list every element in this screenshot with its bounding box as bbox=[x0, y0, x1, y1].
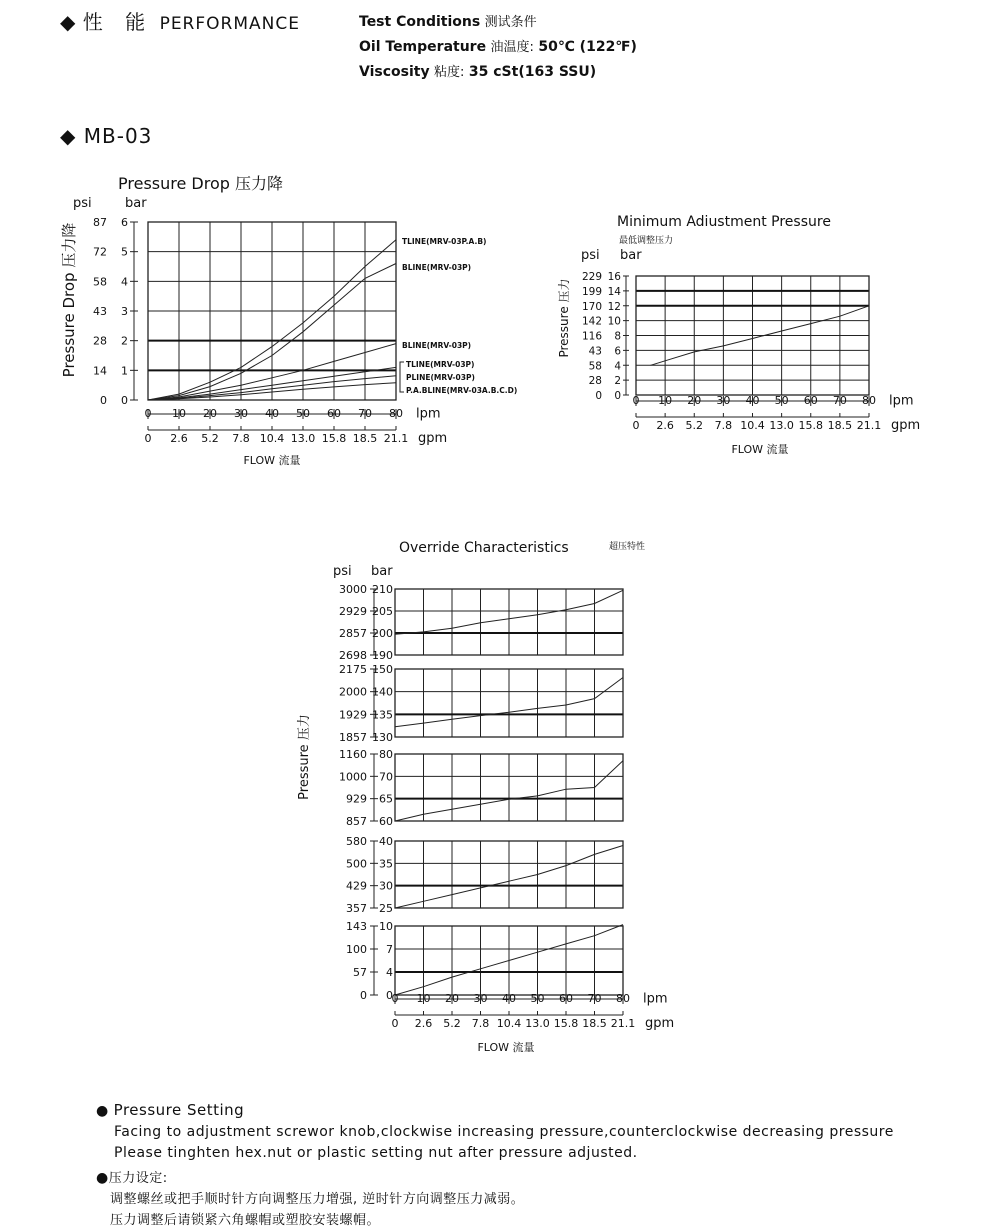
pressure-drop-y-tick-label: 6 bbox=[121, 216, 128, 229]
override-x-tick-label: 70 bbox=[587, 992, 602, 1005]
pressure-drop-grid bbox=[148, 222, 396, 400]
pressure-drop-x2-unit: gpm bbox=[418, 431, 448, 446]
override-y-tick-label: 30 bbox=[379, 879, 393, 893]
min-adjust-x2-unit: gpm bbox=[891, 418, 921, 433]
pressure-drop-y-tick-label: 5 bbox=[121, 245, 128, 259]
min-adjust-y-unit2: psi bbox=[581, 248, 600, 263]
pressure-drop-y2-tick-label: 14 bbox=[93, 364, 107, 378]
min-adjust-x2-tick-label: 21.1 bbox=[856, 419, 882, 432]
override-y2-tick-label: 580 bbox=[346, 835, 367, 848]
min-adjust-y2-tick-label: 58 bbox=[588, 360, 602, 373]
override-y-tick-label: 35 bbox=[379, 857, 393, 871]
override-y-unit2: psi bbox=[333, 564, 352, 579]
override-y2-tick-label: 57 bbox=[353, 966, 367, 979]
min-adjust-x2-tick-label: 0 bbox=[632, 419, 640, 432]
pressure-drop-y2-tick-label: 28 bbox=[93, 334, 107, 348]
min-adjust-x-unit: lpm bbox=[889, 393, 914, 409]
pressure-drop-x2-tick-label: 13.0 bbox=[290, 432, 316, 445]
min-adjust-title: Minimum Adiustment Pressure bbox=[617, 214, 831, 230]
setting-line1-en: Facing to adjustment screwor knob,clockwise increasing pressure,counterclockwise decreasing pressure bbox=[114, 1124, 894, 1140]
min-adjust-pressure-chart bbox=[556, 214, 920, 456]
min-adjust-x2-tick-label: 2.6 bbox=[656, 419, 674, 432]
pressure-drop-x-tick-label: 30 bbox=[234, 407, 248, 420]
min-adjust-y2-tick-label: 199 bbox=[581, 285, 602, 298]
override-y-tick-label: 65 bbox=[379, 792, 393, 806]
override-x-tick-label: 40 bbox=[502, 992, 516, 1005]
min-adjust-y2-tick-label: 43 bbox=[588, 345, 602, 358]
min-adjust-x-tick-label: 70 bbox=[832, 394, 847, 407]
override-y-tick-label: 60 bbox=[379, 815, 393, 828]
override-x2-tick-label: 5.2 bbox=[443, 1017, 461, 1030]
override-y2-tick-label: 143 bbox=[346, 920, 367, 933]
pressure-drop-x2-tick-label: 0 bbox=[144, 432, 152, 445]
pressure-drop-series-label: BLINE(MRV-03P) bbox=[402, 341, 472, 350]
pressure-drop-legend-bracket bbox=[400, 362, 404, 392]
override-x-tick-label: 30 bbox=[473, 992, 488, 1005]
override-x-tick-label: 80 bbox=[616, 992, 630, 1005]
override-x-tick-label: 20 bbox=[445, 992, 459, 1005]
override-characteristics-chart bbox=[296, 540, 674, 1054]
section-title-cn: 性 能 bbox=[82, 10, 154, 34]
pressure-drop-y-tick-label: 1 bbox=[121, 364, 128, 378]
section-title-en: PERFORMANCE bbox=[159, 14, 300, 34]
override-x2-tick-label: 7.8 bbox=[471, 1017, 490, 1030]
pressure-drop-y-unit2: psi bbox=[73, 196, 92, 211]
override-y2-tick-label: 1929 bbox=[339, 708, 367, 722]
min-adjust-y2-tick-label: 229 bbox=[581, 271, 602, 283]
override-y-tick-label: 205 bbox=[372, 605, 393, 618]
pressure-drop-x-tick-label: 40 bbox=[265, 407, 279, 420]
min-adjust-x2-tick-label: 15.8 bbox=[798, 419, 823, 432]
pressure-drop-series-label: PLINE(MRV-03P) bbox=[406, 373, 475, 382]
override-y-tick-label: 80 bbox=[379, 748, 393, 761]
override-y2-tick-label: 2175 bbox=[339, 663, 367, 676]
test-conditions-label-cn: 测试条件 bbox=[484, 15, 537, 30]
override-x-tick-label: 50 bbox=[530, 992, 545, 1005]
setting-title-cn: 压力设定: bbox=[108, 1171, 168, 1186]
override-y2-tick-label: 3000 bbox=[339, 583, 367, 596]
override-y-tick-label: 4 bbox=[386, 966, 393, 979]
model-name: MB-03 bbox=[83, 124, 153, 148]
override-y2-tick-label: 0 bbox=[360, 989, 367, 1002]
override-y2-tick-label: 100 bbox=[346, 943, 367, 956]
pressure-drop-x-tick-label: 10 bbox=[172, 407, 186, 420]
min-adjust-y-label: Pressure 压力 bbox=[557, 278, 571, 358]
pressure-drop-y-tick-label: 2 bbox=[121, 334, 128, 348]
override-x2-tick-label: 21.1 bbox=[610, 1017, 636, 1030]
setting-line2-en: Please tinghten hex.nut or plastic setting nut after pressure adjusted. bbox=[114, 1145, 638, 1161]
override-y-tick-label: 190 bbox=[372, 649, 393, 662]
override-x-tick-label: 10 bbox=[416, 992, 431, 1005]
setting-title-en: Pressure Setting bbox=[113, 1101, 245, 1119]
override-x2-tick-label: 13.0 bbox=[525, 1017, 550, 1030]
min-adjust-x2-tick-label: 13.0 bbox=[769, 419, 794, 432]
override-y2-tick-label: 2698 bbox=[339, 649, 367, 662]
override-y-tick-label: 70 bbox=[379, 770, 393, 784]
override-panel bbox=[339, 583, 623, 662]
min-adjust-y-tick-label: 6 bbox=[614, 345, 621, 358]
pressure-drop-x2-tick-label: 10.4 bbox=[259, 432, 285, 445]
min-adjust-y-tick-label: 8 bbox=[614, 330, 621, 343]
override-panel bbox=[339, 663, 623, 744]
override-x2-tick-label: 0 bbox=[391, 1017, 399, 1030]
override-x2-tick-label: 15.8 bbox=[553, 1017, 579, 1030]
bullet-icon: ● bbox=[96, 1103, 109, 1119]
override-y2-tick-label: 2000 bbox=[339, 685, 367, 699]
override-x-tick-label: 0 bbox=[391, 992, 399, 1005]
override-panel bbox=[346, 920, 623, 1002]
override-y-unit: bar bbox=[371, 564, 393, 579]
override-y2-tick-label: 429 bbox=[346, 879, 367, 893]
override-y2-tick-label: 857 bbox=[346, 815, 367, 828]
override-x2-tick-label: 2.6 bbox=[414, 1017, 433, 1030]
pressure-drop-x2-tick-label: 2.6 bbox=[170, 432, 188, 445]
min-adjust-x-tick-label: 60 bbox=[803, 394, 818, 407]
min-adjust-y-tick-label: 10 bbox=[607, 315, 621, 328]
pressure-drop-y-unit: bar bbox=[125, 196, 147, 211]
pressure-drop-y2-tick-label: 0 bbox=[100, 394, 107, 407]
override-title-cn: 超压特性 bbox=[609, 542, 646, 552]
override-y2-tick-label: 2929 bbox=[339, 605, 367, 618]
pressure-drop-title: Pressure Drop 压力降 bbox=[118, 174, 283, 193]
bullet-icon: ● bbox=[96, 1170, 109, 1186]
override-y-tick-label: 0 bbox=[386, 989, 393, 1002]
pressure-drop-y2-tick-label: 87 bbox=[93, 216, 107, 229]
min-adjust-x2-tick-label: 5.2 bbox=[685, 419, 703, 432]
min-adjust-x-tick-label: 30 bbox=[716, 394, 731, 407]
viscosity-value: 35 cSt(163 SSU) bbox=[468, 64, 597, 80]
test-conditions-label: Test Conditions bbox=[359, 14, 481, 30]
override-y-label: Pressure 压力 bbox=[297, 714, 312, 800]
min-adjust-x-tick-label: 10 bbox=[658, 394, 673, 407]
override-x2-tick-label: 10.4 bbox=[496, 1017, 522, 1030]
override-y-tick-label: 25 bbox=[379, 902, 393, 915]
pressure-drop-y2-tick-label: 58 bbox=[93, 275, 107, 289]
override-y2-tick-label: 1000 bbox=[339, 770, 367, 784]
min-adjust-x-label: FLOW 流量 bbox=[731, 443, 789, 456]
pressure-drop-x-label: FLOW 流量 bbox=[243, 454, 301, 467]
viscosity-label: Viscosity bbox=[359, 64, 430, 80]
min-adjust-y-tick-label: 12 bbox=[607, 300, 621, 313]
min-adjust-x2-tick-label: 18.5 bbox=[827, 419, 853, 432]
min-adjust-y2-tick-label: 0 bbox=[595, 390, 602, 402]
min-adjust-y-tick-label: 4 bbox=[614, 360, 621, 373]
oil-temp-value: 50℃ (122℉) bbox=[538, 39, 637, 55]
override-x2-tick-label: 18.5 bbox=[582, 1017, 607, 1030]
viscosity-label-cn: 粘度: bbox=[434, 65, 465, 80]
pressure-drop-series-label: BLINE(MRV-03P) bbox=[402, 263, 472, 272]
min-adjust-y2-tick-label: 116 bbox=[581, 330, 602, 343]
override-panel bbox=[339, 748, 623, 828]
min-adjust-y-tick-label: 16 bbox=[607, 271, 621, 283]
override-x-label: FLOW 流量 bbox=[477, 1041, 535, 1054]
override-y-tick-label: 40 bbox=[379, 835, 393, 848]
pressure-drop-y-tick-label: 0 bbox=[121, 394, 128, 407]
override-y-tick-label: 7 bbox=[386, 943, 393, 956]
pressure-drop-x-unit: lpm bbox=[416, 406, 441, 422]
override-y-tick-label: 140 bbox=[372, 685, 393, 699]
pressure-drop-series-label: TLINE(MRV-03P) bbox=[406, 360, 475, 369]
override-y2-tick-label: 929 bbox=[346, 792, 367, 806]
min-adjust-x2-tick-label: 10.4 bbox=[740, 419, 765, 432]
override-x-tick-label: 60 bbox=[559, 992, 573, 1005]
min-adjust-grid bbox=[636, 276, 869, 395]
pressure-drop-series-label: P.A.BLINE(MRV-03A.B.C.D) bbox=[406, 386, 518, 395]
pressure-drop-y-label: Pressure Drop 压力降 bbox=[60, 222, 78, 378]
pressure-drop-x2-tick-label: 18.5 bbox=[352, 432, 378, 445]
min-adjust-x-tick-label: 20 bbox=[687, 394, 702, 407]
pressure-drop-x-tick-label: 20 bbox=[203, 407, 217, 420]
min-adjust-y-tick-label: 2 bbox=[614, 375, 621, 388]
override-y2-tick-label: 2857 bbox=[339, 627, 367, 640]
setting-line2-cn: 压力调整后请锁紧六角螺帽或塑胶安装螺帽。 bbox=[110, 1213, 381, 1228]
diamond-icon: ◆ bbox=[60, 124, 77, 148]
override-y-tick-label: 210 bbox=[372, 583, 393, 596]
pressure-drop-x2-tick-label: 5.2 bbox=[201, 432, 219, 445]
override-panel-grid bbox=[395, 841, 623, 908]
pressure-drop-chart bbox=[60, 174, 517, 467]
override-panel bbox=[346, 835, 623, 915]
pressure-drop-y2-tick-label: 72 bbox=[93, 245, 107, 259]
setting-line1-cn: 调整螺丝或把手顺时针方向调整压力增强, 逆时针方向调整压力减弱。 bbox=[110, 1192, 525, 1207]
override-y-tick-label: 135 bbox=[372, 708, 393, 722]
override-y-tick-label: 10 bbox=[379, 920, 393, 933]
pressure-drop-x-tick-label: 70 bbox=[358, 407, 372, 420]
override-x-unit: lpm bbox=[643, 991, 668, 1007]
pressure-drop-y2-tick-label: 43 bbox=[93, 305, 107, 318]
min-adjust-y-tick-label: 0 bbox=[614, 390, 621, 402]
pressure-setting-notes bbox=[96, 1100, 894, 1231]
override-y2-tick-label: 500 bbox=[346, 857, 367, 871]
override-panel-grid bbox=[395, 589, 623, 655]
override-y-tick-label: 150 bbox=[372, 663, 393, 676]
override-x2-unit: gpm bbox=[645, 1016, 675, 1031]
min-adjust-x-tick-label: 40 bbox=[745, 394, 760, 407]
min-adjust-y2-tick-label: 142 bbox=[581, 315, 602, 328]
min-adjust-x-tick-label: 0 bbox=[632, 394, 640, 407]
min-adjust-subtitle: 最低调整压力 bbox=[619, 236, 674, 246]
pressure-drop-x-tick-label: 0 bbox=[144, 407, 152, 420]
oil-temp-label: Oil Temperature bbox=[359, 39, 487, 55]
override-y2-tick-label: 1160 bbox=[339, 748, 367, 761]
override-y-tick-label: 130 bbox=[372, 731, 393, 744]
min-adjust-x2-tick-label: 7.8 bbox=[714, 419, 733, 432]
override-title: Override Characteristics bbox=[399, 540, 569, 556]
override-panel-grid bbox=[395, 669, 623, 737]
pressure-drop-x2-tick-label: 7.8 bbox=[232, 432, 250, 445]
override-y-tick-label: 200 bbox=[372, 627, 393, 640]
pressure-drop-x-tick-label: 50 bbox=[296, 407, 310, 420]
oil-temp-label-cn: 油温度: bbox=[490, 40, 534, 55]
pressure-drop-x-tick-label: 80 bbox=[389, 407, 403, 420]
min-adjust-x-tick-label: 50 bbox=[774, 394, 789, 407]
pressure-drop-y-tick-label: 3 bbox=[121, 305, 128, 318]
min-adjust-x-tick-label: 80 bbox=[862, 394, 876, 407]
min-adjust-y-tick-label: 14 bbox=[607, 285, 621, 298]
min-adjust-y2-tick-label: 170 bbox=[581, 300, 602, 313]
pressure-drop-series-label: TLINE(MRV-03P.A.B) bbox=[402, 237, 487, 246]
pressure-drop-x2-tick-label: 21.1 bbox=[383, 432, 409, 445]
pressure-drop-x2-tick-label: 15.8 bbox=[321, 432, 347, 445]
diamond-icon: ◆ bbox=[60, 10, 77, 34]
override-y2-tick-label: 357 bbox=[346, 902, 367, 915]
min-adjust-y-unit: bar bbox=[620, 248, 642, 263]
pressure-drop-y-tick-label: 4 bbox=[121, 275, 128, 289]
pressure-drop-x-tick-label: 60 bbox=[327, 407, 341, 420]
min-adjust-y2-tick-label: 28 bbox=[588, 375, 602, 388]
override-y2-tick-label: 1857 bbox=[339, 731, 367, 744]
